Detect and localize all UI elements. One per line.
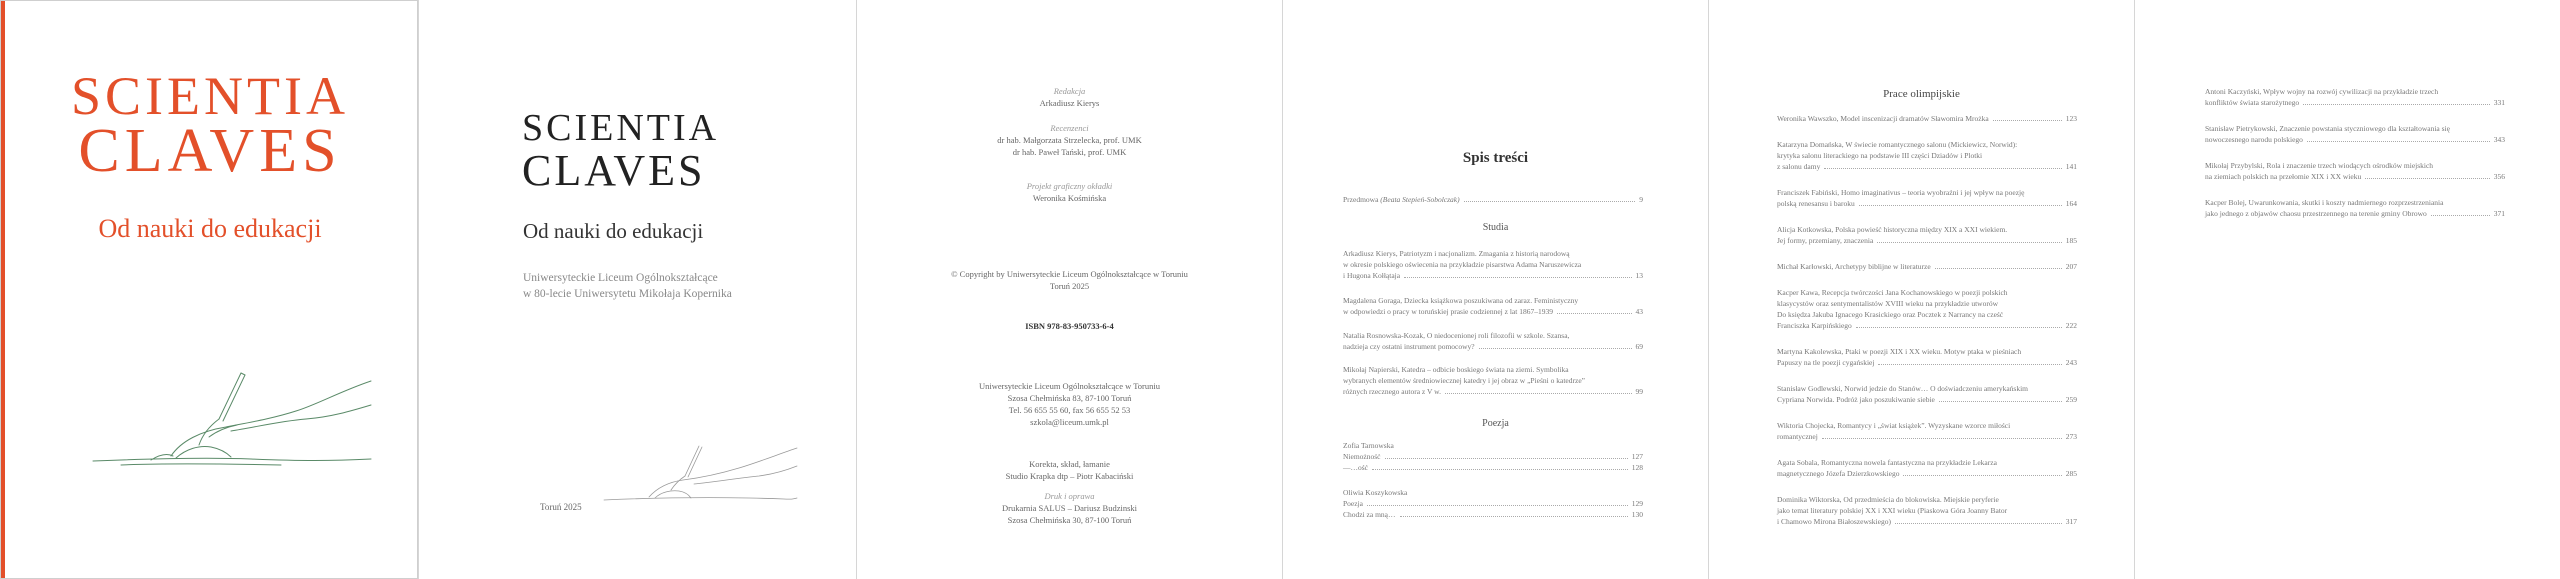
entry-line: Franciszka Karpińskiego — [1777, 321, 1852, 330]
entry-line: Dominika Wiktorska, Od przedmieścia do blokowiska. Miejskie peryferie — [1777, 495, 1999, 504]
toc-page-3 — [2135, 0, 2560, 579]
entry-line: romantycznej — [1777, 432, 1818, 441]
page-number: 331 — [2493, 98, 2505, 107]
publisher-name: Uniwersyteckie Liceum Ogólnokształcące w Toruniu — [979, 381, 1160, 391]
print-label: Druk i oprawa — [1044, 491, 1095, 501]
page-number: 371 — [2493, 209, 2505, 218]
title-page-institution — [523, 270, 813, 302]
toc-entry — [1777, 287, 2077, 331]
entry-line: Agata Sobala, Romantyczna nowela fantastyczna na przykładzie Lekarza — [1777, 458, 1997, 467]
reviewer-2: dr hab. Paweł Tański, prof. UMK — [1012, 147, 1127, 157]
cover-designer: Weronika Kośmińska — [1032, 193, 1107, 203]
toc-entry — [2205, 86, 2505, 108]
page-number: 343 — [2493, 135, 2505, 144]
toc-entry — [1777, 261, 2077, 272]
reviewers-label: Recenzenci — [1050, 123, 1089, 133]
poem-title: Poezja — [1343, 499, 1363, 508]
poem-title: Niemożność — [1343, 452, 1381, 461]
copyright-block — [857, 268, 1282, 292]
page-number: 185 — [2065, 236, 2077, 245]
editor-name: Arkadiusz Kierys — [1039, 98, 1100, 108]
cover-design-label: Projekt graficzny okładki — [1026, 181, 1113, 191]
title-page-place-year: Toruń 2025 — [540, 502, 582, 512]
title-page-subtitle: Od nauki do edukacji — [523, 219, 704, 243]
poetry-author: Oliwia Koszykowska — [1343, 488, 1408, 497]
poem-title: —…ość — [1343, 463, 1368, 472]
page-number: 141 — [2065, 162, 2077, 171]
entry-line: z salonu damy — [1777, 162, 1821, 171]
toc-entry — [1343, 364, 1643, 397]
page-number: 285 — [2065, 469, 2077, 478]
isbn-block — [857, 320, 1282, 332]
entry-line: Michał Karłowski, Archetypy biblijne w literaturze — [1777, 262, 1931, 271]
toc-poetry-group-2 — [1343, 487, 1643, 520]
entry-line: Mikołaj Przybylski, Rola i znaczenie trzech wiodących ośrodków miejskich — [2205, 161, 2434, 170]
section-heading-olympiad: Prace olimpijskie — [1883, 88, 1960, 100]
section-heading-poetry: Poezja — [1482, 418, 1509, 429]
toc-poetry-group-1 — [1343, 440, 1643, 473]
title-page-title-line1: SCIENTIA — [522, 107, 720, 149]
toc-foreword — [1343, 194, 1643, 205]
entry-line: Franciszek Fabiński, Homo imaginativus – teoria wyobraźni i jej wpływ na poezję — [1777, 188, 2025, 197]
isbn: ISBN 978-83-950733-6-4 — [1025, 321, 1114, 331]
entry-line: Katarzyna Domańska, W świecie romantycznego salonu (Mickiewicz, Norwid): — [1777, 140, 2018, 149]
toc-entry — [1777, 494, 2077, 527]
page-number: 164 — [2065, 199, 2077, 208]
poetry-author: Zofia Tarnowska — [1343, 441, 1394, 450]
hand-drawing-illustration — [81, 361, 381, 481]
toc-entry — [1343, 248, 1643, 281]
page-number: 259 — [2065, 395, 2077, 404]
entry-line: Cypriana Norwida. Podróż jako poszukiwanie siebie — [1777, 395, 1935, 404]
entry-line: wybranych elementów średniowiecznej katedry i jej obraz w „Pieśni o katedrze” — [1343, 376, 1585, 385]
toc-heading: Spis treści — [1462, 150, 1529, 166]
entry-line: konfliktów świata starożytnego — [2205, 98, 2300, 107]
entry-line: Stanisław Pietrykowski, Znaczenie powstania styczniowego dla kształtowania się — [2205, 124, 2450, 133]
cover-subtitle: Od nauki do edukacji — [98, 214, 322, 243]
page-number: 123 — [2065, 114, 2077, 123]
toc-entry — [1777, 346, 2077, 368]
page-number: 243 — [2065, 358, 2077, 367]
toc-entry — [1343, 330, 1643, 352]
toc-entry — [1777, 113, 2077, 124]
section-heading-studies: Studia — [1482, 222, 1509, 233]
toc-page-2 — [1709, 0, 2134, 579]
hand-drawing-illustration-small — [599, 440, 799, 510]
reviewers-block — [857, 122, 1282, 158]
typesetting-block — [857, 458, 1282, 482]
page-number: 130 — [1631, 510, 1643, 519]
entry-line: Do księdza Jakuba Ignacego Krasickiego oraz Pocztek z Narrancy na cześć — [1777, 310, 2004, 319]
cover-design-block — [857, 180, 1282, 204]
copyright-place: Toruń 2025 — [1049, 281, 1090, 291]
entry-line: Martyna Kakolewska, Ptaki w poezji XIX i XX wieku. Motyw ptaka w pieśniach — [1777, 347, 2022, 356]
entry-line: Wiktoria Chojecka, Romantycy i „świat książek”. Wyzyskane wzorce miłości — [1777, 421, 2011, 430]
page-number: 43 — [1635, 307, 1643, 316]
typesetting-studio: Studio Krapka dtp – Piotr Kabaciński — [1005, 471, 1134, 481]
entry-line: Kacper Bolej, Uwarunkowania, skutki i koszty nadmiernego rozprzestrzeniania — [2205, 198, 2444, 207]
entry-line: Mikołaj Napierski, Katedra – odbicie boskiego świata na ziemi. Symbolika — [1343, 365, 1569, 374]
page-number: 273 — [2065, 432, 2077, 441]
entry-line: różnych rzecznego autora z V w. — [1343, 387, 1441, 396]
publisher-address: Szosa Chełmińska 83, 87-100 Toruń — [1007, 393, 1132, 403]
page-number: 13 — [1635, 271, 1643, 280]
entry-line: Antoni Kaczyński, Wpływ wojny na rozwój cywilizacji na przykładzie trzech — [2205, 87, 2439, 96]
toc-entry — [2205, 160, 2505, 182]
book-cover — [0, 0, 418, 579]
entry-line: Papuszy na tle poezji cygańskiej — [1777, 358, 1875, 367]
print-block — [857, 490, 1282, 526]
entry-line: jako jednego z objawów chaosu przestrzennego na terenie gminy Obrowo — [2205, 209, 2427, 218]
entry-line: polską renesansu i baroku — [1777, 199, 1855, 208]
copyright-text: © Copyright by Uniwersyteckie Liceum Ogólnokształcące w Toruniu — [951, 269, 1188, 279]
entry-line: Kacper Kawa, Recepcja twórczości Jana Kochanowskiego w poezji polskich — [1777, 288, 2008, 297]
institution-line1: Uniwersyteckie Liceum Ogólnokształcące — [523, 272, 718, 284]
entry-line: krytyka salonu literackiego na podstawie III części Dziadów i Plotki — [1777, 151, 1983, 160]
imprint-page — [857, 0, 1282, 579]
toc-entry — [2205, 197, 2505, 219]
entry-line: Natalia Rosnowska-Kozak, O niedocenionej roli filozofii w szkole. Szansa, — [1343, 331, 1570, 340]
page-number: 69 — [1635, 342, 1643, 351]
page-number: 99 — [1635, 387, 1643, 396]
toc-entry — [1343, 295, 1643, 317]
cover-title-line2: CLAVES — [78, 117, 342, 185]
entry-line: Weronika Wawszko, Model inscenizacji dramatów Sławomira Mrożka — [1777, 114, 1989, 123]
printer-address: Szosa Chełmińska 30, 87-100 Toruń — [1007, 515, 1132, 525]
entry-line: nadzieja czy ostatni instrument pomocowy? — [1343, 342, 1475, 351]
publisher-block — [857, 380, 1282, 428]
entry-line: jako temat literatury polskiej XX i XXI wieku (Piaskowa Góra Joanny Bator — [1777, 506, 2008, 515]
page-number: 207 — [2065, 262, 2077, 271]
reviewer-1: dr hab. Małgorzata Strzelecka, prof. UMK — [997, 135, 1142, 145]
entry-line: na ziemiach polskich na przełomie XIX i XX wieku — [2205, 172, 2362, 181]
foreword-label: Przedmowa — [1343, 195, 1379, 204]
entry-line: magnetycznego Józefa Dzierzkowskiego — [1777, 469, 1900, 478]
publisher-phone: Tel. 56 655 55 60, fax 56 655 52 53 — [1008, 405, 1131, 415]
typesetting-label: Korekta, skład, łamanie — [1029, 459, 1110, 469]
toc-entry — [1777, 420, 2077, 442]
institution-line2: w 80-lecie Uniwersytetu Mikołaja Kopernika — [523, 288, 732, 300]
toc-page-1 — [1283, 0, 1708, 579]
entry-line: klasycystów oraz sentymentalistów XVIII wieku na przykładzie utworów — [1777, 299, 1998, 308]
editor-label: Redakcja — [1053, 86, 1086, 96]
page-number: 129 — [1631, 499, 1643, 508]
page-number: 128 — [1631, 463, 1643, 472]
entry-line: Arkadiusz Kierys, Patriotyzm i nacjonalizm. Zmagania z historią narodową — [1343, 249, 1570, 258]
page-number: 222 — [2065, 321, 2077, 330]
toc-entry — [1777, 383, 2077, 405]
entry-line: nowoczesnego narodu polskiego — [2205, 135, 2303, 144]
title-page-title-line2: CLAVES — [522, 146, 706, 195]
entry-line: w okresie polskiego oświecenia na przykładzie pisarstwa Adama Naruszewicza — [1343, 260, 1582, 269]
entry-line: Jej formy, przemiany, znaczenia — [1777, 236, 1874, 245]
toc-entry — [1777, 457, 2077, 479]
foreword-author: (Beata Stepień-Sobolczak) — [1380, 195, 1460, 204]
page-number: 356 — [2493, 172, 2505, 181]
toc-entry — [1777, 139, 2077, 172]
toc-entry — [1777, 224, 2077, 246]
toc-entry — [2205, 123, 2505, 145]
printer-name: Drukarnia SALUS – Dariusz Budzinski — [1001, 503, 1138, 513]
entry-line: i Chamowo Mirona Białoszewskiego) — [1777, 517, 1891, 526]
entry-line: Alicja Kotkowska, Polska powieść historyczna między XIX a XXI wiekiem. — [1777, 225, 2008, 234]
page-number: 317 — [2065, 517, 2077, 526]
entry-line: Stanisław Godlewski, Norwid jedzie do Stanów… O doświadczeniu amerykańskim — [1777, 384, 2028, 393]
entry-line: w odpowiedzi o pracy w toruńskiej prasie codziennej z lat 1867–1939 — [1343, 307, 1553, 316]
entry-line: i Hugona Kołłątaja — [1343, 271, 1401, 280]
cover-title-line1: SCIENTIA — [71, 66, 349, 126]
editor-block — [857, 85, 1282, 109]
title-page — [419, 0, 856, 579]
entry-line: Magdalena Goraga, Dziecka książkowa poszukiwana od zaraz. Feministyczny — [1343, 296, 1579, 305]
toc-entry — [1777, 187, 2077, 209]
page-number: 9 — [1639, 195, 1643, 204]
page-number: 127 — [1631, 452, 1643, 461]
publisher-email: szkola@liceum.umk.pl — [1030, 417, 1109, 427]
poem-title: Chodzi za mną… — [1343, 510, 1396, 519]
